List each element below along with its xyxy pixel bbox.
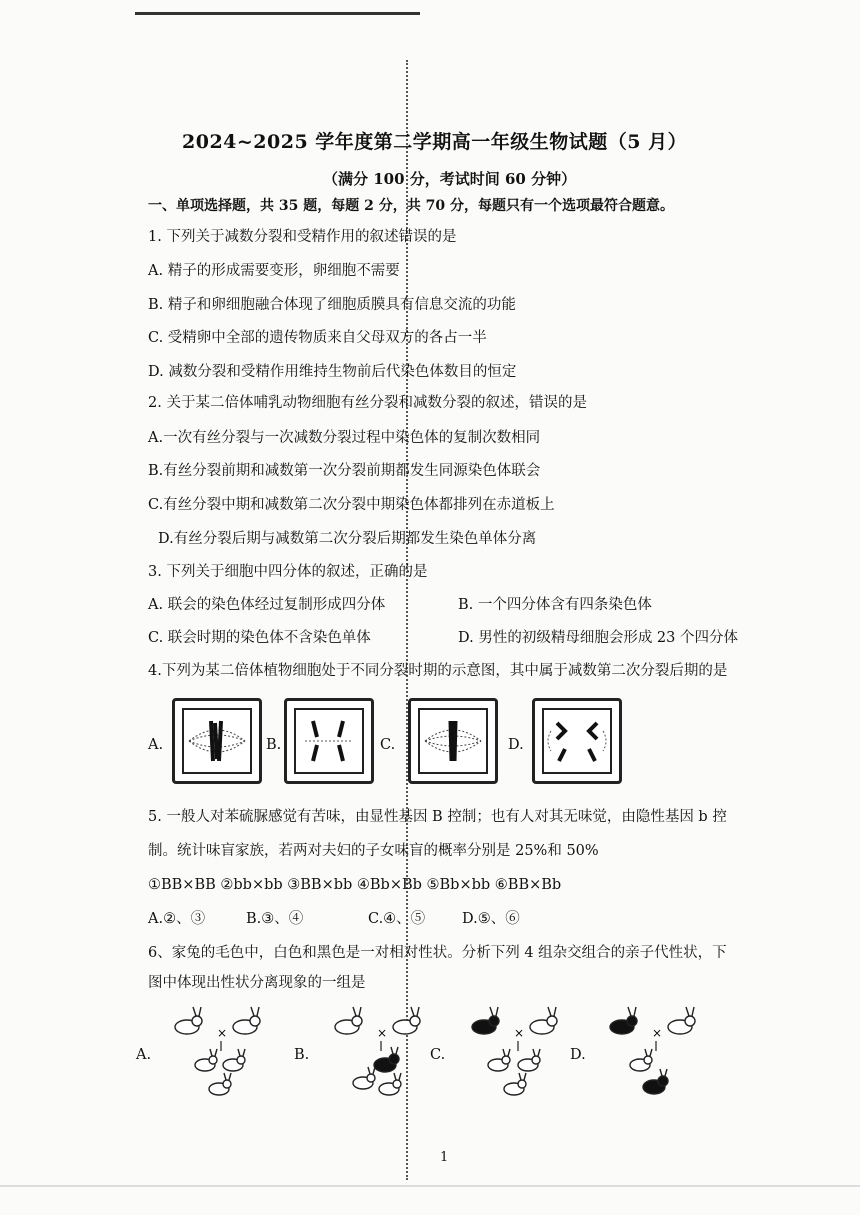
q3-stem: 3. 下列关于细胞中四分体的叙述，正确的是 bbox=[148, 564, 428, 580]
cell-figure-d bbox=[532, 698, 622, 784]
q6-label-a: A. bbox=[136, 1047, 152, 1063]
rabbit-icon bbox=[488, 1049, 510, 1071]
cross-symbol: × bbox=[514, 1026, 525, 1040]
rabbit-icon bbox=[393, 1007, 420, 1034]
rabbit-icon bbox=[209, 1073, 231, 1095]
q5-option-c: C.④、⑤ bbox=[368, 911, 426, 927]
q2-stem: 2. 关于某二倍体哺乳动物细胞有丝分裂和减数分裂的叙述，错误的是 bbox=[148, 395, 587, 411]
section-heading: 一、单项选择题，共 35 题，每题 2 分，共 70 分，每题只有一个选项最符合题意。 bbox=[148, 198, 674, 214]
rabbit-icon bbox=[518, 1049, 540, 1071]
rabbit-cross-c bbox=[462, 1005, 572, 1100]
q3-option-d: D. 男性的初级精母细胞会形成 23 个四分体 bbox=[458, 630, 738, 646]
rabbit-icon bbox=[195, 1049, 217, 1071]
q6-stem-line2: 图中体现出性状分离现象的一组是 bbox=[148, 975, 366, 991]
q1-option-d: D. 减数分裂和受精作用维持生物前后代染色体数目的恒定 bbox=[148, 364, 517, 380]
q3-option-c: C. 联会时期的染色体不含染色单体 bbox=[148, 630, 371, 646]
rabbit-cross-a bbox=[165, 1005, 275, 1100]
rabbit-icon bbox=[335, 1007, 362, 1034]
q1-option-a: A. 精子的形成需要变形，卵细胞不需要 bbox=[148, 263, 400, 279]
exam-title: 2024~2025 学年度第二学期高一年级生物试题（5 月） bbox=[182, 131, 688, 153]
rabbit-icon bbox=[223, 1049, 245, 1071]
q3-option-b: B. 一个四分体含有四条染色体 bbox=[458, 597, 652, 613]
q3-option-a: A. 联会的染色体经过复制形成四分体 bbox=[148, 597, 386, 613]
cell-b-drawing bbox=[287, 701, 371, 781]
q2-option-b: B.有丝分裂前期和减数第一次分裂前期都发生同源染色体联会 bbox=[148, 463, 541, 479]
q5-crosses: ①BB×BB ②bb×bb ③BB×bb ④Bb×Bb ⑤Bb×bb ⑥BB×Bb bbox=[148, 877, 562, 893]
rabbit-icon bbox=[175, 1007, 202, 1034]
rabbit-icon bbox=[379, 1073, 401, 1095]
exam-subtitle: （满分 100 分，考试时间 60 分钟） bbox=[323, 170, 577, 188]
rabbit-icon bbox=[530, 1007, 557, 1034]
q5-option-a: A.②、③ bbox=[148, 911, 206, 927]
rabbit-icon bbox=[504, 1073, 526, 1095]
q6-label-d: D. bbox=[570, 1047, 586, 1063]
cell-figure-c bbox=[408, 698, 498, 784]
top-border-line bbox=[135, 12, 420, 15]
rabbit-icon-black bbox=[374, 1047, 399, 1072]
rabbit-icon bbox=[353, 1067, 375, 1089]
cell-c-drawing bbox=[411, 701, 495, 781]
cell-d-drawing bbox=[535, 701, 619, 781]
rabbit-icon-black bbox=[610, 1007, 637, 1034]
rabbit-icon bbox=[233, 1007, 260, 1034]
q5-option-b: B.③、④ bbox=[246, 911, 304, 927]
q1-option-b: B. 精子和卵细胞融合体现了细胞质膜具有信息交流的功能 bbox=[148, 297, 516, 313]
q2-option-d: D.有丝分裂后期与减数第二次分裂后期都发生染色单体分离 bbox=[158, 531, 537, 547]
q4-label-b: B. bbox=[266, 737, 282, 753]
rabbit-icon-black bbox=[643, 1069, 668, 1094]
q6-label-c: C. bbox=[430, 1047, 446, 1063]
cell-figure-b bbox=[284, 698, 374, 784]
cross-symbol: × bbox=[217, 1026, 228, 1040]
q4-label-a: A. bbox=[148, 737, 164, 753]
q5-option-d: D.⑤、⑥ bbox=[462, 911, 520, 927]
q2-option-a: A.一次有丝分裂与一次减数分裂过程中染色体的复制次数相同 bbox=[148, 430, 541, 446]
rabbit-icon bbox=[630, 1049, 652, 1071]
rabbit-icon bbox=[668, 1007, 695, 1034]
q1-option-c: C. 受精卵中全部的遗传物质来自父母双方的各占一半 bbox=[148, 330, 487, 346]
q5-stem-line1: 5. 一般人对苯硫脲感觉有苦味，由显性基因 B 控制；也有人对其无味觉，由隐性基因 b 控 bbox=[148, 809, 727, 825]
rabbit-icon-black bbox=[472, 1007, 499, 1034]
q4-stem: 4.下列为某二倍体植物细胞处于不同分裂时期的示意图，其中属于减数第二次分裂后期的是 bbox=[148, 663, 728, 679]
q4-label-c: C. bbox=[380, 737, 396, 753]
page-number: 1 bbox=[440, 1150, 449, 1165]
rabbit-cross-d bbox=[600, 1005, 710, 1100]
q4-label-d: D. bbox=[508, 737, 524, 753]
cross-symbol: × bbox=[377, 1026, 388, 1040]
cross-symbol: × bbox=[652, 1026, 663, 1040]
bottom-edge bbox=[0, 1185, 860, 1187]
q5-stem-line2: 制。统计味盲家族，若两对夫妇的子女味盲的概率分别是 25%和 50% bbox=[148, 843, 599, 859]
q6-label-b: B. bbox=[294, 1047, 310, 1063]
cell-figure-a bbox=[172, 698, 262, 784]
rabbit-cross-b bbox=[325, 1005, 435, 1100]
q6-stem-line1: 6、家兔的毛色中，白色和黑色是一对相对性状。分析下列 4 组杂交组合的亲子代性状，下 bbox=[148, 945, 727, 961]
cell-a-drawing bbox=[175, 701, 259, 781]
q2-option-c: C.有丝分裂中期和减数第二次分裂中期染色体都排列在赤道板上 bbox=[148, 497, 555, 513]
q1-stem: 1. 下列关于减数分裂和受精作用的叙述错误的是 bbox=[148, 229, 457, 245]
